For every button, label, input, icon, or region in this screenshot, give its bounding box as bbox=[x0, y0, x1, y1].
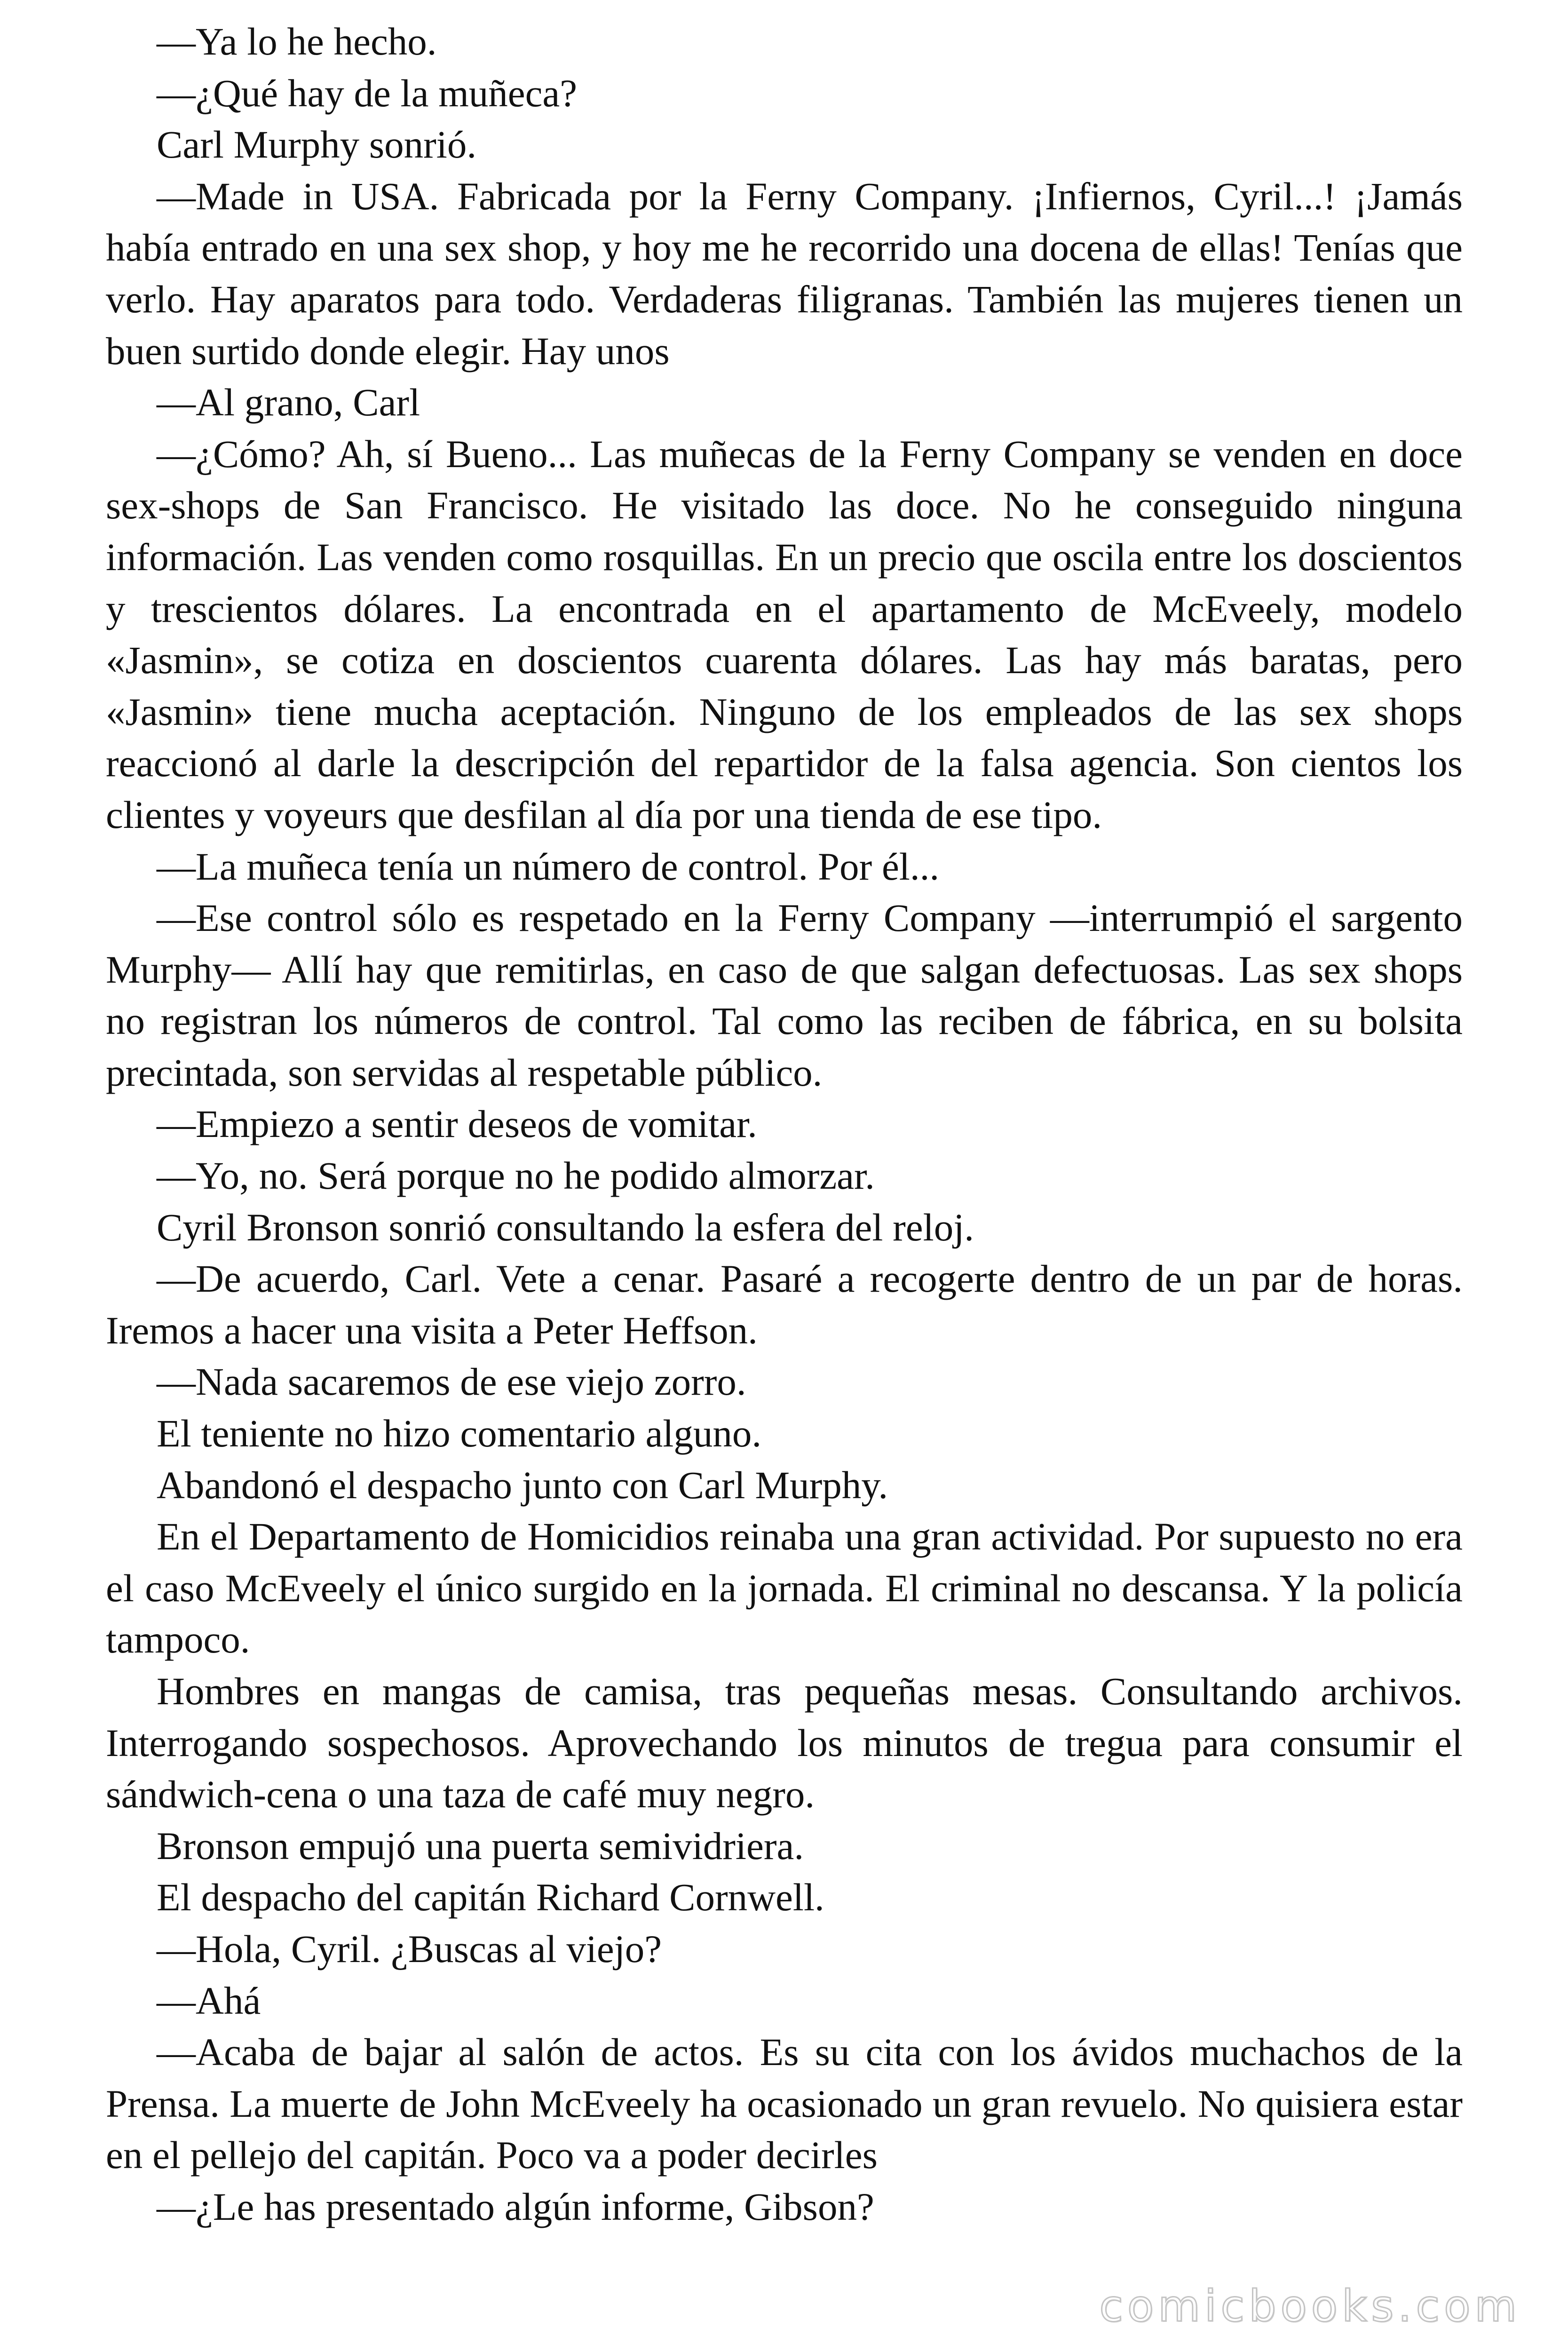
body-text bbox=[106, 16, 1463, 2233]
paragraph: —La muñeca tenía un número de control. Por él... bbox=[157, 844, 940, 888]
watermark: comicbooks.com bbox=[1099, 2281, 1521, 2331]
paragraph: Abandonó el despacho junto con Carl Murphy. bbox=[157, 1463, 888, 1507]
paragraph: El teniente no hizo comentario alguno. bbox=[157, 1412, 762, 1455]
paragraph: Bronson empujó una puerta semividriera. bbox=[157, 1824, 804, 1867]
paragraph: —Acaba de bajar al salón de actos. Es su cita con los ávidos muchachos de la Prensa. La muerte de John McEveely ha ocasionado un gran revuelo. No quisiera estar en el pellejo del capitán. Poco va a poder decirles bbox=[106, 2030, 1463, 2177]
paragraph: —Empiezo a sentir deseos de vomitar. bbox=[157, 1102, 757, 1146]
paragraph: —Yo, no. Será porque no he podido almorzar. bbox=[157, 1154, 875, 1198]
paragraph: —Ya lo he hecho. bbox=[157, 20, 437, 63]
paragraph: —De acuerdo, Carl. Vete a cenar. Pasaré a recogerte dentro de un par de horas. Iremos a hacer una visita a Peter Heffson. bbox=[106, 1257, 1463, 1352]
paragraph: —Al grano, Carl bbox=[157, 381, 420, 424]
paragraph: Hombres en mangas de camisa, tras pequeñas mesas. Consultando archivos. Interrogando sospechosos. Aprovechando los minutos de tregua para consumir el sándwich-cena o una taza de café muy negro. bbox=[106, 1669, 1463, 1816]
paragraph: En el Departamento de Homicidios reinaba una gran actividad. Por supuesto no era el caso McEveely el único surgido en la jornada. El criminal no descansa. Y la policía tampoco. bbox=[106, 1515, 1463, 1661]
paragraph: El despacho del capitán Richard Cornwell. bbox=[157, 1875, 824, 1919]
paragraph: —¿Cómo? Ah, sí Bueno... Las muñecas de la Ferny Company se venden en doce sex-shops de San Francisco. He visitado las doce. No he conseguido ninguna información. Las venden como rosquillas. En un precio que oscila entre los doscientos y trescientos dólares. La encontrada en el apartamento de McEveely, modelo «Jasmin», se cotiza en doscientos cuarenta dólares. Las hay más baratas, pero «Jasmin» tiene mucha aceptación. Ninguno de los empleados de las sex shops reaccionó al darle la descripción del repartidor de la falsa agencia. Son cientos los clientes y voyeurs que desfilan al día por una tienda de ese tipo. bbox=[106, 432, 1463, 836]
paragraph: —Ese control sólo es respetado en la Ferny Company —interrumpió el sargento Murphy— Allí hay que remitirlas, en caso de que salgan defectuosas. Las sex shops no registran los números de control. Tal como las reciben de fábrica, en su bolsita precintada, son servidas al respetable público. bbox=[106, 896, 1463, 1094]
paragraph: —Hola, Cyril. ¿Buscas al viejo? bbox=[157, 1927, 662, 1971]
paragraph: —Nada sacaremos de ese viejo zorro. bbox=[157, 1360, 746, 1404]
paragraph: —¿Le has presentado algún informe, Gibson? bbox=[157, 2185, 874, 2228]
paragraph: —Made in USA. Fabricada por la Ferny Company. ¡Infiernos, Cyril...! ¡Jamás había entrado en una sex shop, y hoy me he recorrido una docena de ellas! Tenías que verlo. Hay aparatos para todo. Verdaderas filigranas. También las mujeres tienen un buen surtido donde elegir. Hay unos bbox=[106, 174, 1463, 373]
paragraph: —¿Qué hay de la muñeca? bbox=[157, 71, 578, 115]
paragraph: —Ahá bbox=[157, 1979, 261, 2022]
paragraph: Carl Murphy sonrió. bbox=[157, 123, 477, 167]
paragraph: Cyril Bronson sonrió consultando la esfera del reloj. bbox=[157, 1205, 974, 1249]
